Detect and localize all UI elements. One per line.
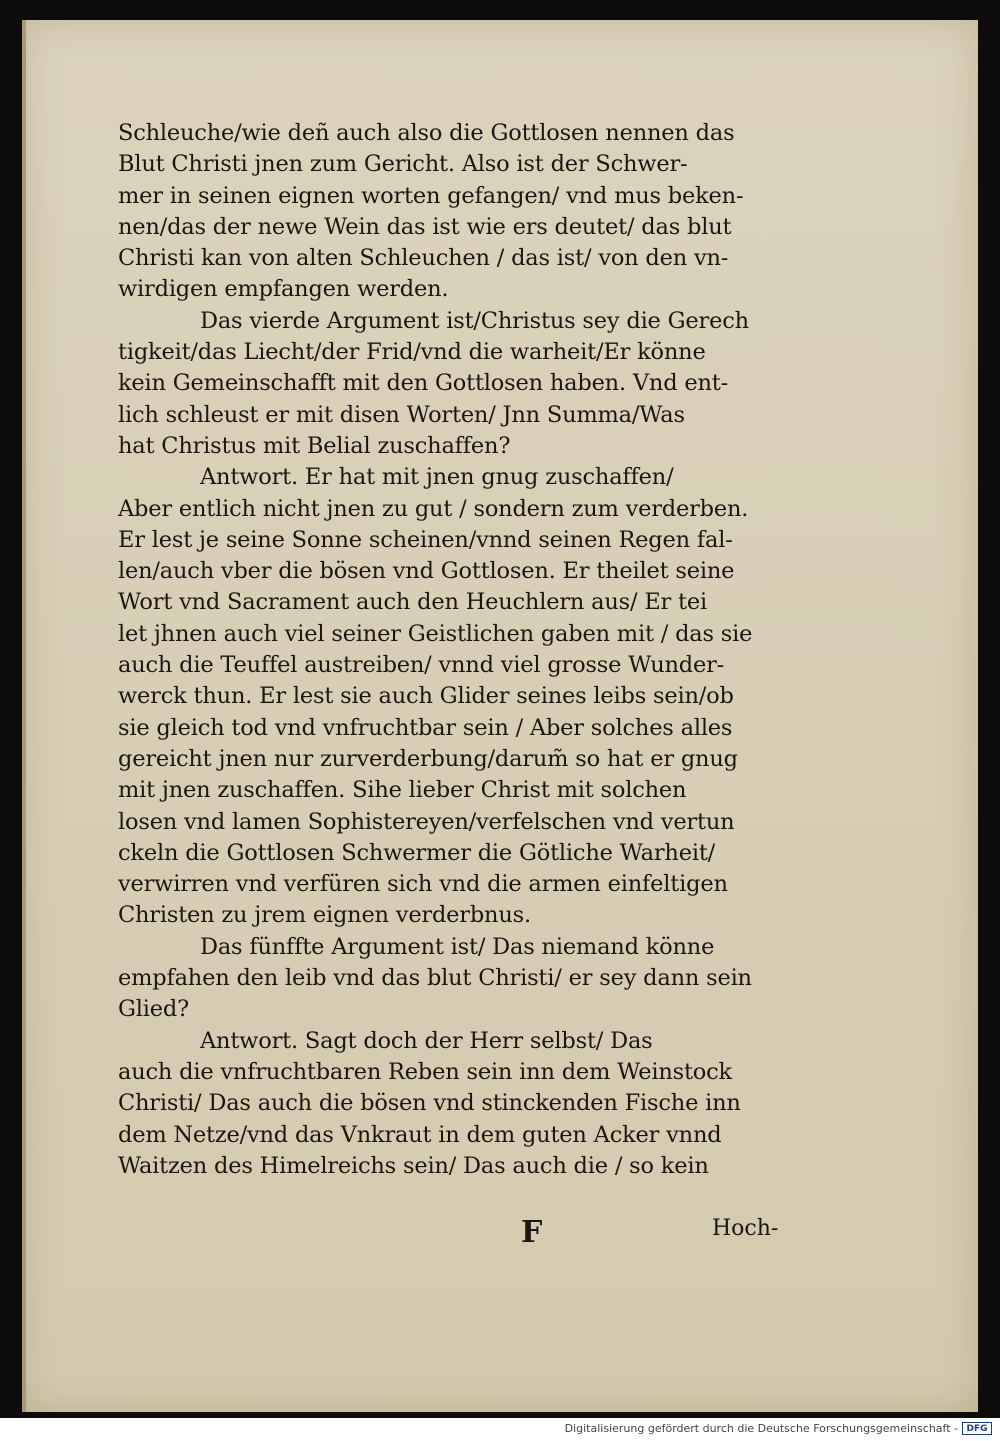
text-line: sie gleich tod vnd vnfruchtbar sein / Aber solches alles [118,714,733,741]
text-line: Antwort. Sagt doch der Herr selbst/ Das [200,1027,653,1054]
text-line: Das fünffte Argument ist/ Das niemand könne [200,933,715,960]
text-line: hat Christus mit Belial zuschaffen? [118,432,511,459]
text-line: mit jnen zuschaffen. Sihe lieber Christ mit solchen [118,777,687,804]
text-line: Waitzen des Himelreichs sein/ Das auch die / so kein [118,1152,709,1179]
text-line: Wort vnd Sacrament auch den Heuchlern aus/ Er tei [118,589,707,616]
text-line: verwirren vnd verfüren sich vnd die armen einfeltigen [118,871,728,898]
footer-credit: Digitalisierung gefördert durch die Deutsche Forschungsgemeinschaft - [564,1422,958,1435]
text-line: auch die vnfruchtbaren Reben sein inn dem Weinstock [118,1058,732,1085]
text-line: len/auch vber die bösen vnd Gottlosen. Er theilet seine [118,558,735,585]
text-line: ckeln die Gottlosen Schwermer die Götliche Warheit/ [118,839,716,866]
body-text [118,118,804,1182]
text-line: Glied? [118,996,189,1023]
catchword: Hoch- [712,1216,779,1241]
text-line: Christen zu jrem eignen verderbnus. [118,902,531,929]
text-line: Antwort. Er hat mit jnen gnug zuschaffen/ [200,464,674,491]
text-line: kein Gemeinschafft mit den Gottlosen haben. Vnd ent- [118,370,729,397]
text-line: losen vnd lamen Sophistereyen/verfelschen vnd vertun [118,808,735,835]
text-line: mer in seinen eignen worten gefangen/ vnd mus beken- [118,182,744,209]
text-line: Schleuche/wie deñ auch also die Gottlosen nennen das [118,120,735,146]
text-line: Christi/ Das auch die bösen vnd stinckenden Fische inn [118,1090,741,1117]
text-line: Er lest je seine Sonne scheinen/vnnd seinen Regen fal- [118,526,733,553]
text-line: nen/das der newe Wein das ist wie ers deutet/ das blut [118,213,732,240]
text-line: Aber entlich nicht jnen zu gut / sondern zum verderben. [118,495,749,522]
signature-mark: F [521,1215,543,1250]
page-edge [22,20,26,1412]
text-line: empfahen den leib vnd das blut Christi/ er sey dann sein [118,965,752,992]
text-line: Blut Christi jnen zum Gericht. Also ist der Schwer- [118,151,688,178]
dfg-logo: DFG [962,1422,992,1435]
text-line: lich schleust er mit disen Worten/ Jnn Summa/Was [118,401,685,428]
text-line: wirdigen empfangen werden. [118,276,449,303]
text-line: Das vierde Argument ist/Christus sey die Gerech [200,307,749,334]
text-line: auch die Teuffel austreiben/ vnnd viel grosse Wunder- [118,652,725,679]
text-line: let jhnen auch viel seiner Geistlichen gaben mit / das sie [118,620,753,647]
text-line: werck thun. Er lest sie auch Glider seines leibs sein/ob [118,683,734,710]
funding-footer [0,1418,1000,1441]
text-line: gereicht jnen nur zurverderbung/darum̃ so hat er gnug [118,745,738,772]
text-line: tigkeit/das Liecht/der Frid/vnd die warheit/Er könne [118,339,706,366]
text-line: dem Netze/vnd das Vnkraut in dem guten Acker vnnd [118,1121,722,1148]
text-line: Christi kan von alten Schleuchen / das ist/ von den vn- [118,245,729,272]
